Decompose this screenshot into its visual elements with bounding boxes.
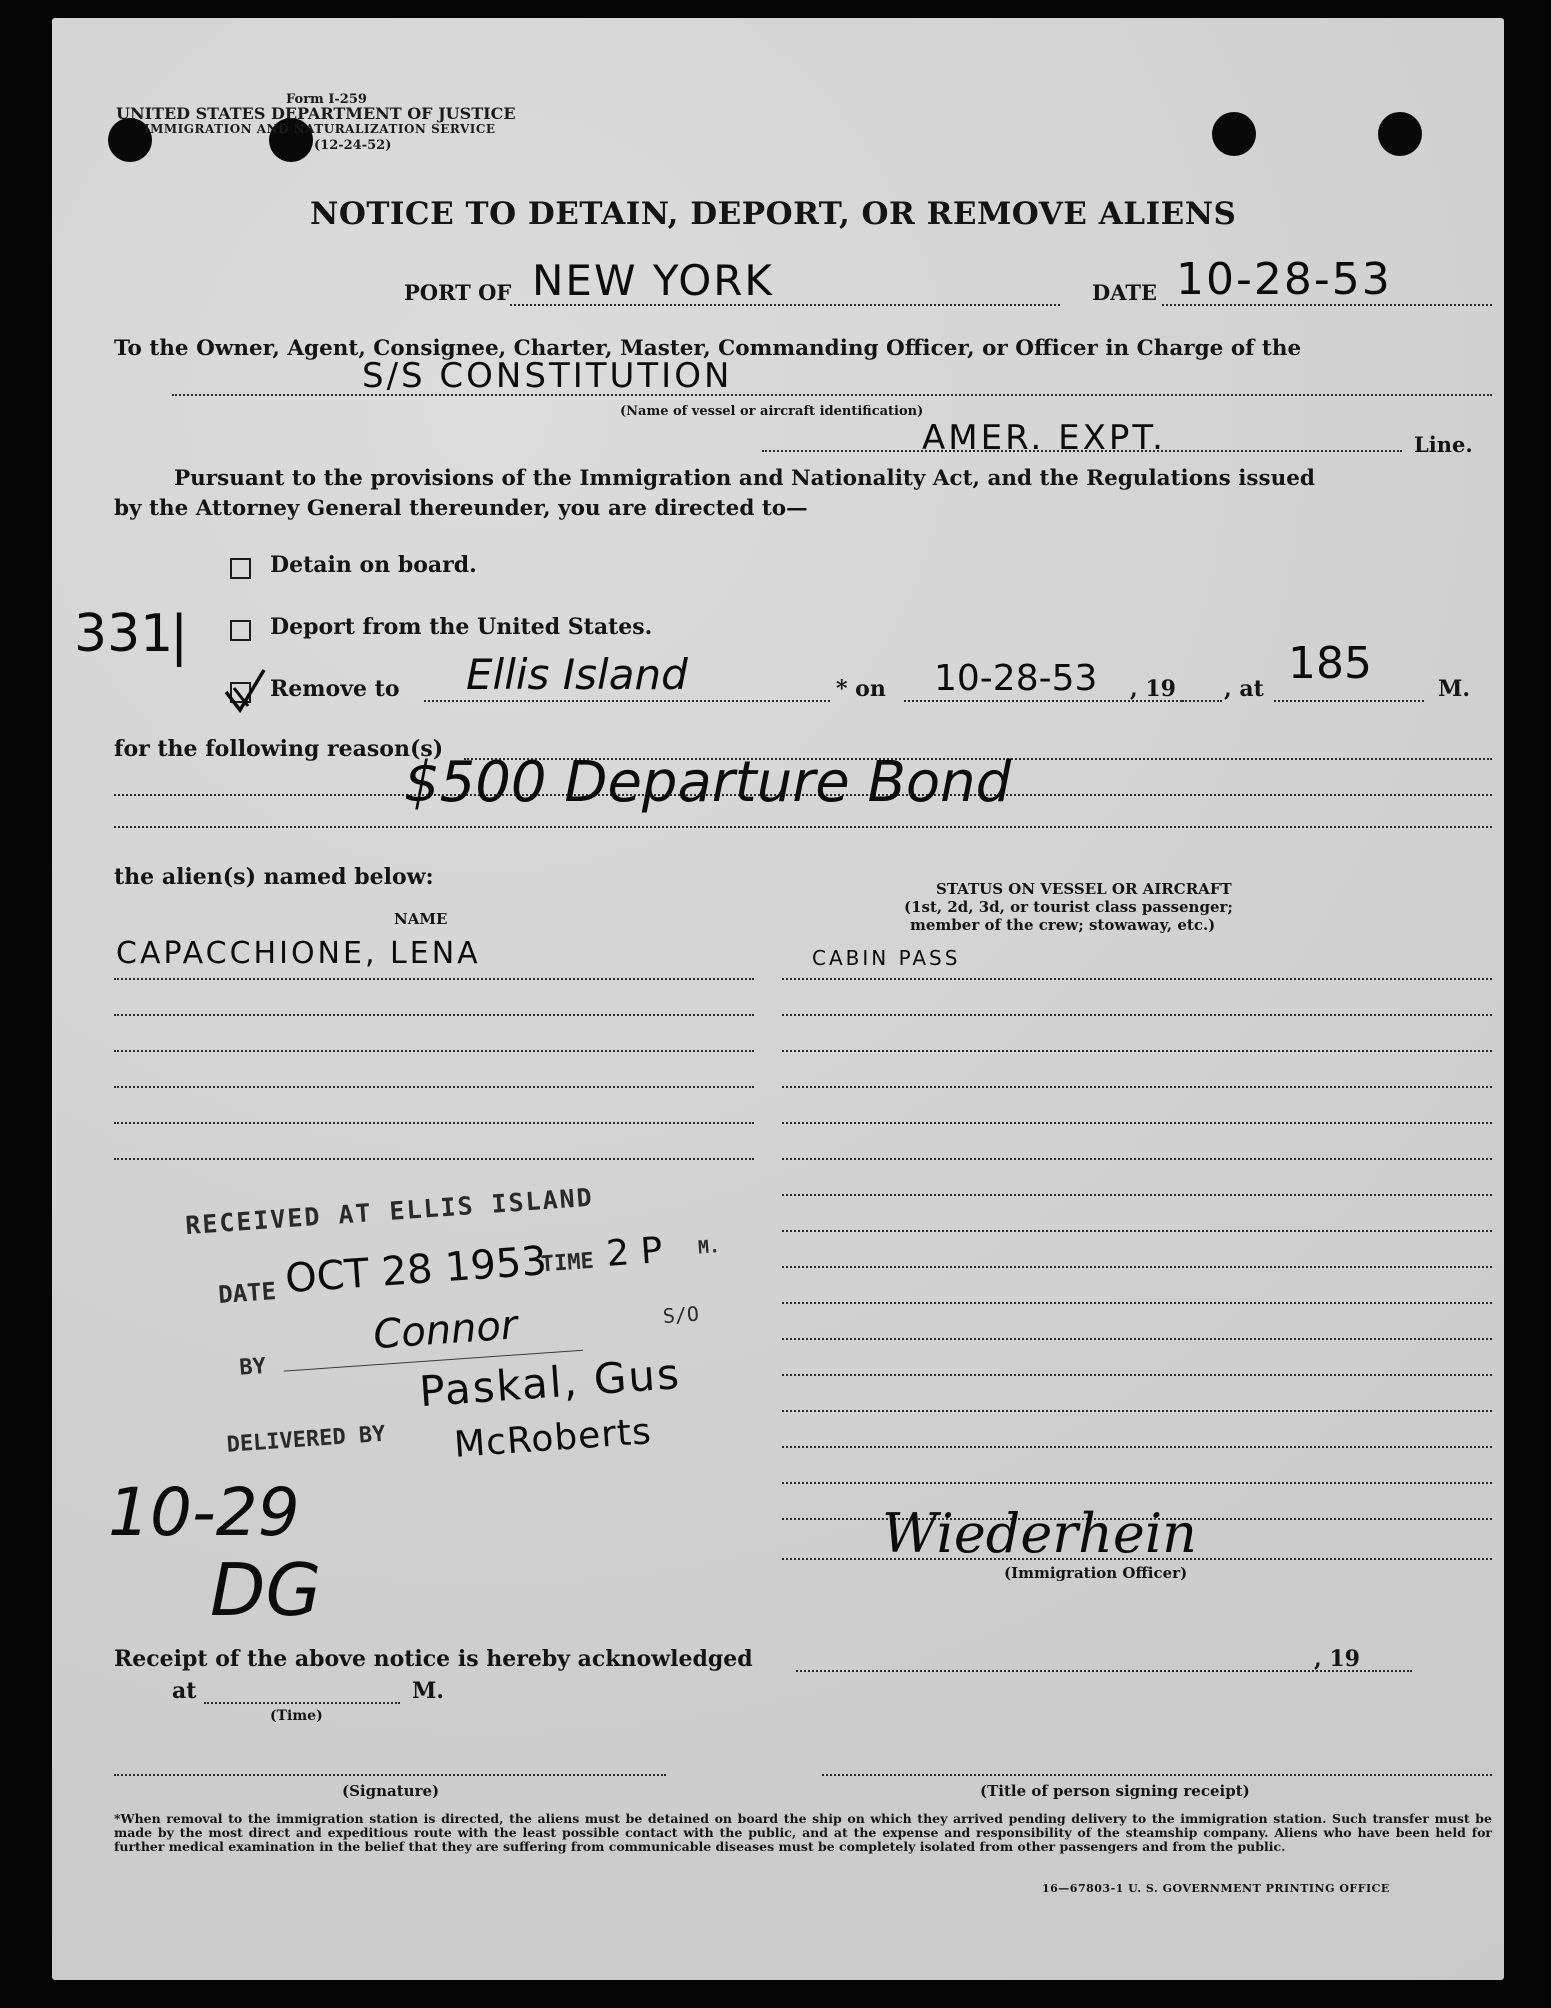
status-row-line	[782, 1338, 1492, 1340]
detain-checkbox[interactable]	[230, 558, 251, 579]
receipt-date-line	[796, 1670, 1370, 1672]
stamp-delivered-label: DELIVERED BY	[225, 1421, 387, 1458]
footnote: *When removal to the immigration station is directed, the aliens must be detained on board the ship on which they arrived pending delivery to the immigration station. Such transfer must be made by the most direct and expeditious route with the least possible contact with the public, and at the expense and responsibility of the steamship company. Aliens who have been held for further medical examination in the belief that they are suffering from communicable diseases must be completely isolated from other passengers and from the public.	[114, 1811, 1492, 1854]
receipt-at-label: at	[172, 1678, 197, 1704]
addressee-text: To the Owner, Agent, Consignee, Charter, Master, Commanding Officer, or Officer in Charge of the	[114, 336, 1302, 361]
year-line	[1182, 700, 1222, 702]
receipt-text: Receipt of the above notice is hereby acknowledged	[114, 1646, 753, 1672]
form-page	[52, 18, 1504, 1980]
remove-to-value: Ellis Island	[466, 650, 688, 699]
receipt-year: , 19	[1314, 1646, 1360, 1672]
name-row-line	[114, 978, 754, 980]
status-row-line	[782, 1086, 1492, 1088]
status-row-line	[782, 1122, 1492, 1124]
alien-status-value: CABIN PASS	[812, 946, 961, 970]
reason-value: $500 Departure Bond	[404, 750, 1012, 815]
time-caption: (Time)	[270, 1708, 323, 1724]
stamp-by-value: Connor	[371, 1302, 519, 1359]
remove-to-line	[424, 700, 830, 702]
status-row-line	[782, 1158, 1492, 1160]
stamp-delivered-value: Paskal, Gus	[417, 1349, 683, 1417]
pursuant-text-1: Pursuant to the provisions of the Immigration and Nationality Act, and the Regulations issued	[174, 466, 1315, 491]
stamp-time-label: TIME	[540, 1248, 595, 1278]
stamp-delivered-value-2: McRoberts	[452, 1411, 654, 1466]
status-row-line	[782, 1410, 1492, 1412]
port-label: PORT OF	[404, 280, 512, 305]
margin-bracket: |	[170, 604, 189, 667]
service-name: IMMIGRATION AND NATURALIZATION SERVICE	[144, 122, 496, 136]
officer-caption: (Immigration Officer)	[1004, 1564, 1188, 1582]
remove-label: Remove to	[270, 676, 400, 702]
signature-line	[114, 1774, 666, 1776]
status-row-line	[782, 1374, 1492, 1376]
stamp-time-value: 2 P	[604, 1230, 664, 1275]
status-header-line2: (1st, 2d, 3d, or tourist class passenger;	[904, 898, 1233, 916]
status-header-line3: member of the crew; stowaway, etc.)	[910, 916, 1216, 934]
reason-line-3	[114, 826, 1492, 828]
date-value: 10-28-53	[1176, 254, 1392, 305]
status-row-line	[782, 1302, 1492, 1304]
officer-signature: Wiederhein	[882, 1502, 1197, 1565]
at-label: , at	[1224, 676, 1264, 702]
line-label: Line.	[1414, 432, 1473, 457]
title-signing-line	[822, 1774, 1492, 1776]
year-label: , 19	[1130, 676, 1176, 702]
m-label: M.	[1438, 676, 1471, 702]
status-row-line	[782, 1482, 1492, 1484]
line-value: AMER. EXPT.	[922, 418, 1166, 458]
margin-date: 10-29	[108, 1474, 300, 1551]
vessel-value: S/S CONSTITUTION	[362, 356, 733, 396]
aliens-label: the alien(s) named below:	[114, 864, 434, 890]
printer-mark: 16—67803-1 U. S. GOVERNMENT PRINTING OFFICE	[1042, 1882, 1390, 1895]
form-title: NOTICE TO DETAIN, DEPORT, OR REMOVE ALIENS	[310, 196, 1237, 232]
status-row-line	[782, 1230, 1492, 1232]
on-label: * on	[836, 676, 886, 702]
status-row-line	[782, 1194, 1492, 1196]
name-row-line	[114, 1122, 754, 1124]
detain-label: Detain on board.	[270, 552, 477, 578]
title-caption: (Title of person signing receipt)	[980, 1782, 1250, 1800]
name-row-line	[114, 1086, 754, 1088]
on-date-value: 10-28-53	[934, 658, 1098, 699]
status-row-line	[782, 1014, 1492, 1016]
punch-hole-right-1	[1212, 112, 1256, 156]
signature-caption: (Signature)	[342, 1782, 440, 1800]
officer-signature-line	[782, 1558, 1492, 1560]
time-value: 185	[1288, 638, 1372, 689]
receipt-m-label: M.	[412, 1678, 445, 1704]
receipt-time-line	[204, 1702, 400, 1704]
stamp-received-text: RECEIVED AT ELLIS ISLAND	[184, 1182, 595, 1241]
stamp-time-m: M.	[697, 1235, 721, 1259]
stamp-date-label: DATE	[217, 1277, 277, 1310]
stamp-by-label: BY	[238, 1353, 267, 1381]
reason-label: for the following reason(s)	[114, 736, 444, 762]
form-edition: (12-24-52)	[314, 138, 392, 153]
status-row-line	[782, 1446, 1492, 1448]
receipt-year-line	[1372, 1670, 1412, 1672]
alien-name-value: CAPACCHIONE, LENA	[116, 936, 481, 971]
name-row-line	[114, 1014, 754, 1016]
time-line	[1274, 700, 1424, 702]
deport-label: Deport from the United States.	[270, 614, 653, 640]
port-value: NEW YORK	[532, 256, 774, 305]
vessel-caption: (Name of vessel or aircraft identification)	[620, 404, 924, 419]
margin-number: 331	[74, 604, 174, 664]
status-row-line	[782, 978, 1492, 980]
margin-initials: DG	[210, 1548, 322, 1632]
status-header-line1: STATUS ON VESSEL OR AIRCRAFT	[936, 880, 1232, 898]
form-number: Form I-259	[286, 92, 367, 107]
date-label: DATE	[1092, 280, 1157, 305]
stamp-so: S/O	[661, 1301, 700, 1329]
remove-check-mark	[222, 666, 272, 716]
pursuant-text-2: by the Attorney General thereunder, you are directed to—	[114, 496, 808, 521]
deport-checkbox[interactable]	[230, 620, 251, 641]
punch-hole-right-2	[1378, 112, 1422, 156]
name-row-line	[114, 1050, 754, 1052]
department-name: UNITED STATES DEPARTMENT OF JUSTICE	[116, 104, 516, 123]
name-header: NAME	[394, 910, 448, 928]
status-row-line	[782, 1050, 1492, 1052]
status-row-line	[782, 1266, 1492, 1268]
stamp-date-value: OCT 28 1953	[283, 1238, 549, 1303]
